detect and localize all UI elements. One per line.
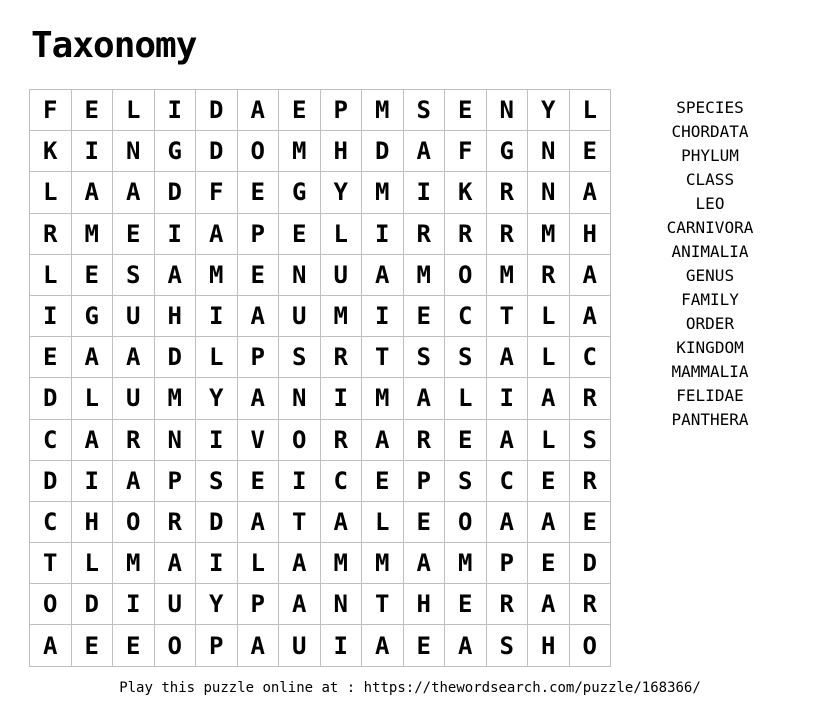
- grid-cell[interactable]: U: [321, 255, 363, 296]
- grid-cell[interactable]: A: [404, 378, 446, 419]
- grid-cell[interactable]: O: [113, 502, 155, 543]
- grid-cell[interactable]: R: [30, 214, 72, 255]
- grid-cell[interactable]: L: [72, 543, 114, 584]
- grid-cell[interactable]: L: [72, 378, 114, 419]
- grid-cell[interactable]: M: [362, 172, 404, 213]
- grid-cell[interactable]: E: [404, 296, 446, 337]
- grid-cell[interactable]: Y: [196, 584, 238, 625]
- grid-cell[interactable]: U: [279, 296, 321, 337]
- grid-cell[interactable]: A: [404, 543, 446, 584]
- grid-cell[interactable]: H: [404, 584, 446, 625]
- grid-cell[interactable]: M: [279, 131, 321, 172]
- footer-link-text: Play this puzzle online at : https://thewordsearch.com/puzzle/168366/: [119, 680, 701, 696]
- grid-cell[interactable]: D: [30, 378, 72, 419]
- grid-cell[interactable]: H: [321, 131, 363, 172]
- grid-cell[interactable]: S: [404, 337, 446, 378]
- grid-cell[interactable]: F: [30, 90, 72, 131]
- grid-cell[interactable]: D: [72, 584, 114, 625]
- grid-cell[interactable]: E: [362, 461, 404, 502]
- grid-cell[interactable]: E: [113, 214, 155, 255]
- grid-cell[interactable]: I: [196, 296, 238, 337]
- grid-cell[interactable]: A: [72, 337, 114, 378]
- grid-cell[interactable]: A: [404, 131, 446, 172]
- word-list-item: ANIMALIA: [671, 242, 749, 261]
- grid-cell[interactable]: K: [30, 131, 72, 172]
- grid-cell[interactable]: M: [72, 214, 114, 255]
- grid-cell[interactable]: D: [196, 90, 238, 131]
- word-list-item: CLASS: [685, 170, 735, 189]
- grid-cell[interactable]: C: [487, 461, 529, 502]
- grid-cell[interactable]: A: [279, 543, 321, 584]
- grid-cell[interactable]: A: [570, 172, 612, 213]
- grid-cell[interactable]: A: [238, 625, 280, 666]
- grid-cell[interactable]: E: [72, 90, 114, 131]
- grid-cell[interactable]: T: [279, 502, 321, 543]
- grid-cell[interactable]: E: [72, 625, 114, 666]
- grid-cell[interactable]: S: [445, 461, 487, 502]
- grid-cell[interactable]: N: [528, 131, 570, 172]
- grid-cell[interactable]: M: [362, 543, 404, 584]
- grid-cell[interactable]: A: [30, 625, 72, 666]
- grid-cell[interactable]: M: [321, 543, 363, 584]
- grid-cell[interactable]: P: [238, 214, 280, 255]
- grid-cell[interactable]: A: [445, 625, 487, 666]
- grid-cell[interactable]: E: [528, 543, 570, 584]
- grid-cell[interactable]: A: [238, 296, 280, 337]
- grid-cell[interactable]: O: [30, 584, 72, 625]
- word-list-item: PANTHERA: [671, 410, 749, 429]
- grid-cell[interactable]: O: [445, 502, 487, 543]
- word-list-item: GENUS: [685, 266, 735, 285]
- grid-cell[interactable]: A: [321, 502, 363, 543]
- grid-cell[interactable]: E: [404, 502, 446, 543]
- grid-cell[interactable]: M: [362, 378, 404, 419]
- grid-cell[interactable]: G: [279, 172, 321, 213]
- grid-cell[interactable]: O: [155, 625, 197, 666]
- grid-cell[interactable]: U: [113, 296, 155, 337]
- grid-cell[interactable]: L: [321, 214, 363, 255]
- grid-cell[interactable]: O: [238, 131, 280, 172]
- grid-cell[interactable]: S: [487, 625, 529, 666]
- grid-cell[interactable]: P: [404, 461, 446, 502]
- grid-cell[interactable]: A: [528, 584, 570, 625]
- grid-cell[interactable]: D: [362, 131, 404, 172]
- grid-cell[interactable]: E: [570, 502, 612, 543]
- grid-cell[interactable]: M: [196, 255, 238, 296]
- word-list-item: CARNIVORA: [666, 218, 754, 237]
- letter-grid: [29, 89, 611, 667]
- grid-cell[interactable]: A: [487, 337, 529, 378]
- grid-cell[interactable]: T: [487, 296, 529, 337]
- grid-cell[interactable]: U: [279, 625, 321, 666]
- grid-cell[interactable]: O: [279, 420, 321, 461]
- grid-cell[interactable]: I: [279, 461, 321, 502]
- word-list-item: SPECIES: [676, 98, 744, 117]
- grid-cell[interactable]: A: [487, 502, 529, 543]
- grid-cell[interactable]: C: [30, 420, 72, 461]
- grid-cell[interactable]: P: [238, 337, 280, 378]
- grid-cell[interactable]: Y: [528, 90, 570, 131]
- grid-cell[interactable]: R: [528, 255, 570, 296]
- grid-cell[interactable]: R: [445, 214, 487, 255]
- grid-cell[interactable]: H: [570, 214, 612, 255]
- grid-cell[interactable]: A: [279, 584, 321, 625]
- grid-cell[interactable]: A: [72, 420, 114, 461]
- grid-cell[interactable]: I: [155, 214, 197, 255]
- grid-cell[interactable]: P: [196, 625, 238, 666]
- grid-cell[interactable]: A: [238, 378, 280, 419]
- grid-cell[interactable]: S: [404, 90, 446, 131]
- grid-cell[interactable]: I: [362, 296, 404, 337]
- grid-cell[interactable]: R: [487, 172, 529, 213]
- grid-cell[interactable]: F: [445, 131, 487, 172]
- grid-cell[interactable]: N: [279, 255, 321, 296]
- grid-cell[interactable]: E: [238, 255, 280, 296]
- grid-cell[interactable]: T: [362, 337, 404, 378]
- grid-cell[interactable]: M: [155, 378, 197, 419]
- grid-cell[interactable]: E: [404, 625, 446, 666]
- grid-cell[interactable]: O: [570, 625, 612, 666]
- word-list-item: KINGDOM: [676, 338, 744, 357]
- grid-cell[interactable]: E: [445, 420, 487, 461]
- grid-cell[interactable]: T: [362, 584, 404, 625]
- grid-cell[interactable]: R: [155, 502, 197, 543]
- grid-cell[interactable]: L: [362, 502, 404, 543]
- grid-cell[interactable]: I: [72, 461, 114, 502]
- grid-cell[interactable]: A: [155, 543, 197, 584]
- grid-cell[interactable]: A: [72, 172, 114, 213]
- grid-cell[interactable]: M: [362, 90, 404, 131]
- grid-cell[interactable]: M: [113, 543, 155, 584]
- grid-cell[interactable]: P: [155, 461, 197, 502]
- grid-cell[interactable]: D: [196, 502, 238, 543]
- grid-cell[interactable]: D: [155, 172, 197, 213]
- grid-cell[interactable]: H: [155, 296, 197, 337]
- grid-cell[interactable]: V: [238, 420, 280, 461]
- grid-cell[interactable]: R: [570, 461, 612, 502]
- grid-cell[interactable]: S: [113, 255, 155, 296]
- word-list-item: FELIDAE: [676, 386, 744, 405]
- grid-cell[interactable]: I: [113, 584, 155, 625]
- grid-cell[interactable]: K: [445, 172, 487, 213]
- grid-cell[interactable]: R: [113, 420, 155, 461]
- grid-cell[interactable]: N: [487, 90, 529, 131]
- grid-cell[interactable]: D: [570, 543, 612, 584]
- grid-cell[interactable]: N: [279, 378, 321, 419]
- grid-cell[interactable]: A: [155, 255, 197, 296]
- grid-cell[interactable]: H: [528, 625, 570, 666]
- grid-cell[interactable]: S: [279, 337, 321, 378]
- grid-cell[interactable]: A: [570, 255, 612, 296]
- grid-cell[interactable]: G: [487, 131, 529, 172]
- grid-cell[interactable]: M: [528, 214, 570, 255]
- grid-cell[interactable]: A: [362, 420, 404, 461]
- grid-cell[interactable]: E: [279, 90, 321, 131]
- grid-cell[interactable]: S: [570, 420, 612, 461]
- grid-cell[interactable]: F: [196, 172, 238, 213]
- grid-cell[interactable]: R: [570, 378, 612, 419]
- grid-cell[interactable]: A: [362, 625, 404, 666]
- grid-cell[interactable]: E: [72, 255, 114, 296]
- grid-cell[interactable]: I: [155, 90, 197, 131]
- grid-cell[interactable]: C: [30, 502, 72, 543]
- word-list-item: MAMMALIA: [671, 362, 749, 381]
- grid-cell[interactable]: M: [404, 255, 446, 296]
- grid-cell[interactable]: A: [113, 172, 155, 213]
- grid-cell[interactable]: P: [321, 90, 363, 131]
- grid-cell[interactable]: E: [279, 214, 321, 255]
- grid-cell[interactable]: M: [487, 255, 529, 296]
- grid-cell[interactable]: L: [528, 296, 570, 337]
- grid-cell[interactable]: R: [321, 337, 363, 378]
- grid-cell[interactable]: A: [196, 214, 238, 255]
- grid-cell[interactable]: P: [238, 584, 280, 625]
- grid-cell[interactable]: I: [404, 172, 446, 213]
- grid-cell[interactable]: N: [321, 584, 363, 625]
- grid-cell[interactable]: E: [238, 461, 280, 502]
- grid-cell[interactable]: L: [113, 90, 155, 131]
- grid-cell[interactable]: R: [570, 584, 612, 625]
- grid-cell[interactable]: A: [570, 296, 612, 337]
- grid-cell[interactable]: R: [487, 584, 529, 625]
- grid-cell[interactable]: A: [362, 255, 404, 296]
- grid-cell[interactable]: A: [113, 337, 155, 378]
- grid-cell[interactable]: A: [528, 502, 570, 543]
- grid-cell[interactable]: D: [155, 337, 197, 378]
- grid-cell[interactable]: C: [445, 296, 487, 337]
- grid-cell[interactable]: H: [72, 502, 114, 543]
- grid-cell[interactable]: A: [238, 90, 280, 131]
- grid-cell[interactable]: E: [445, 90, 487, 131]
- grid-cell[interactable]: E: [445, 584, 487, 625]
- grid-cell[interactable]: I: [72, 131, 114, 172]
- grid-cell[interactable]: R: [321, 420, 363, 461]
- grid-cell[interactable]: C: [321, 461, 363, 502]
- grid-cell[interactable]: L: [445, 378, 487, 419]
- grid-cell[interactable]: M: [445, 543, 487, 584]
- grid-cell[interactable]: G: [155, 131, 197, 172]
- grid-cell[interactable]: R: [404, 420, 446, 461]
- grid-cell[interactable]: C: [570, 337, 612, 378]
- grid-cell[interactable]: E: [570, 131, 612, 172]
- grid-cell[interactable]: L: [30, 255, 72, 296]
- word-list-item: PHYLUM: [681, 146, 739, 165]
- grid-cell[interactable]: A: [528, 378, 570, 419]
- word-list-item: LEO: [695, 194, 725, 213]
- grid-cell[interactable]: Y: [196, 378, 238, 419]
- word-list-item: FAMILY: [681, 290, 739, 309]
- grid-cell[interactable]: L: [196, 337, 238, 378]
- word-list-item: CHORDATA: [671, 122, 749, 141]
- word-list-item: ORDER: [685, 314, 735, 333]
- grid-cell[interactable]: G: [72, 296, 114, 337]
- grid-cell[interactable]: N: [528, 172, 570, 213]
- grid-cell[interactable]: L: [528, 337, 570, 378]
- grid-cell[interactable]: S: [196, 461, 238, 502]
- grid-cell[interactable]: O: [445, 255, 487, 296]
- grid-cell[interactable]: I: [362, 214, 404, 255]
- grid-cell[interactable]: L: [570, 90, 612, 131]
- grid-cell[interactable]: I: [30, 296, 72, 337]
- grid-cell[interactable]: R: [487, 214, 529, 255]
- grid-cell[interactable]: E: [30, 337, 72, 378]
- grid-cell[interactable]: L: [238, 543, 280, 584]
- grid-cell[interactable]: U: [113, 378, 155, 419]
- puzzle-title: Taxonomy: [31, 25, 197, 66]
- grid-cell[interactable]: T: [30, 543, 72, 584]
- grid-cell[interactable]: S: [445, 337, 487, 378]
- word-list: [640, 96, 780, 432]
- grid-cell[interactable]: D: [196, 131, 238, 172]
- grid-cell[interactable]: I: [196, 420, 238, 461]
- grid-cell[interactable]: N: [155, 420, 197, 461]
- grid-cell[interactable]: I: [321, 625, 363, 666]
- grid-cell[interactable]: R: [404, 214, 446, 255]
- grid-cell[interactable]: E: [113, 625, 155, 666]
- grid-cell[interactable]: A: [238, 502, 280, 543]
- grid-cell[interactable]: I: [487, 378, 529, 419]
- grid-cell[interactable]: D: [30, 461, 72, 502]
- grid-cell[interactable]: I: [321, 378, 363, 419]
- grid-cell[interactable]: L: [528, 420, 570, 461]
- grid-cell[interactable]: U: [155, 584, 197, 625]
- grid-cell[interactable]: Y: [321, 172, 363, 213]
- grid-cell[interactable]: A: [487, 420, 529, 461]
- grid-cell[interactable]: P: [487, 543, 529, 584]
- grid-cell[interactable]: N: [113, 131, 155, 172]
- grid-cell[interactable]: M: [321, 296, 363, 337]
- grid-cell[interactable]: A: [113, 461, 155, 502]
- grid-cell[interactable]: I: [196, 543, 238, 584]
- grid-cell[interactable]: E: [238, 172, 280, 213]
- grid-cell[interactable]: E: [528, 461, 570, 502]
- grid-cell[interactable]: L: [30, 172, 72, 213]
